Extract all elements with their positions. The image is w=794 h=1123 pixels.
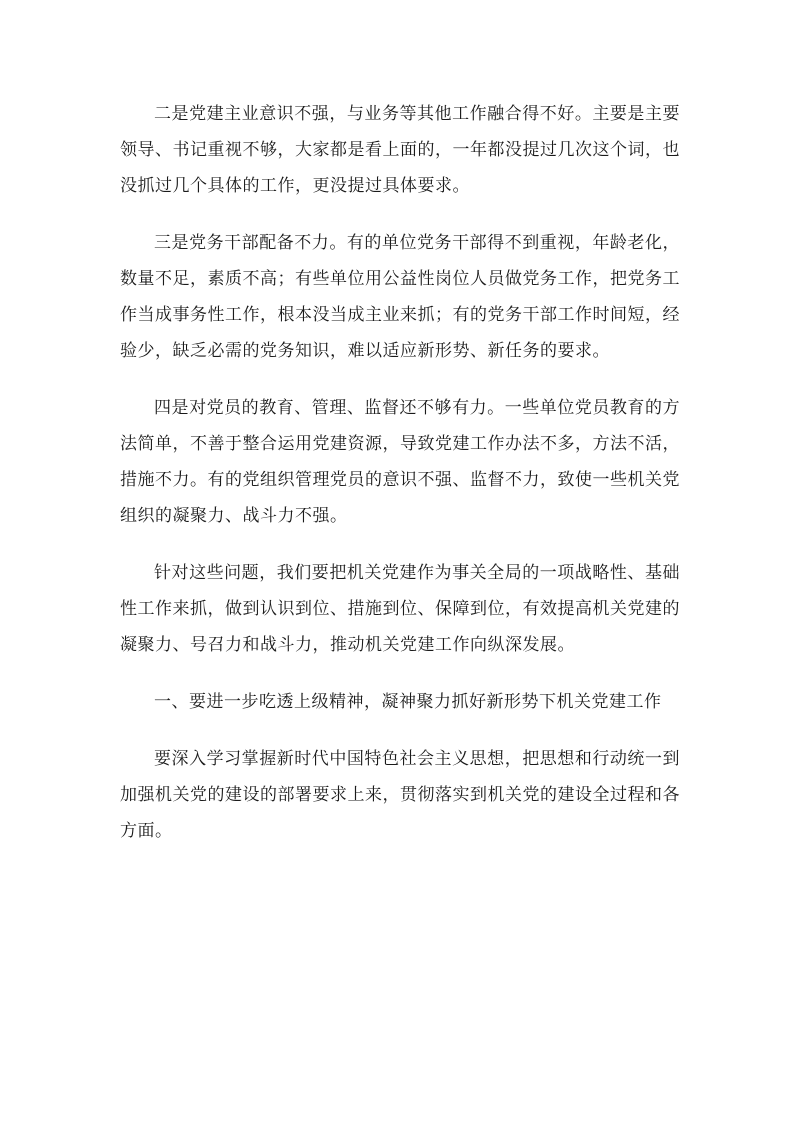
paragraph-measures-intro: 针对这些问题，我们要把机关党建作为事关全局的一项战略性、基础性工作来抓，做到认识到位、措施到位、保障到位，有效提高机关党建的凝聚力、号召力和战斗力，推动机关党建工作向纵深发展。	[120, 563, 680, 655]
document-body	[120, 96, 680, 870]
section-heading-one: 一、要进一步吃透上级精神，凝神聚力抓好新形势下机关党建工作	[154, 692, 662, 712]
paragraph-member-education: 四是对党员的教育、管理、监督还不够有力。一些单位党员教育的方法简单，不善于整合运用党建资源，导致党建工作办法不多，方法不活，措施不力。有的党组织管理党员的意识不强、监督不力，致使一些机关党组织的凝聚力、战斗力不强。	[120, 398, 680, 526]
paragraph-study-thought: 要深入学习掌握新时代中国特色社会主义思想，把思想和行动统一到加强机关党的建设的部署要求上来，贯彻落实到机关党的建设全过程和各方面。	[120, 749, 680, 841]
paragraph-party-affairs-staff: 三是党务干部配备不力。有的单位党务干部得不到重视，年龄老化，数量不足，素质不高；有些单位用公益性岗位人员做党务工作，把党务工作当成事务性工作，根本没当成主业来抓；有的党务干部工作时间短，经验少，缺乏必需的党务知识，难以适应新形势、新任务的要求。	[120, 233, 680, 361]
paragraph-party-building-awareness: 二是党建主业意识不强，与业务等其他工作融合得不好。主要是主要领导、书记重视不够，大家都是看上面的，一年都没提过几次这个词，也没抓过几个具体的工作，更没提过具体要求。	[120, 104, 680, 196]
